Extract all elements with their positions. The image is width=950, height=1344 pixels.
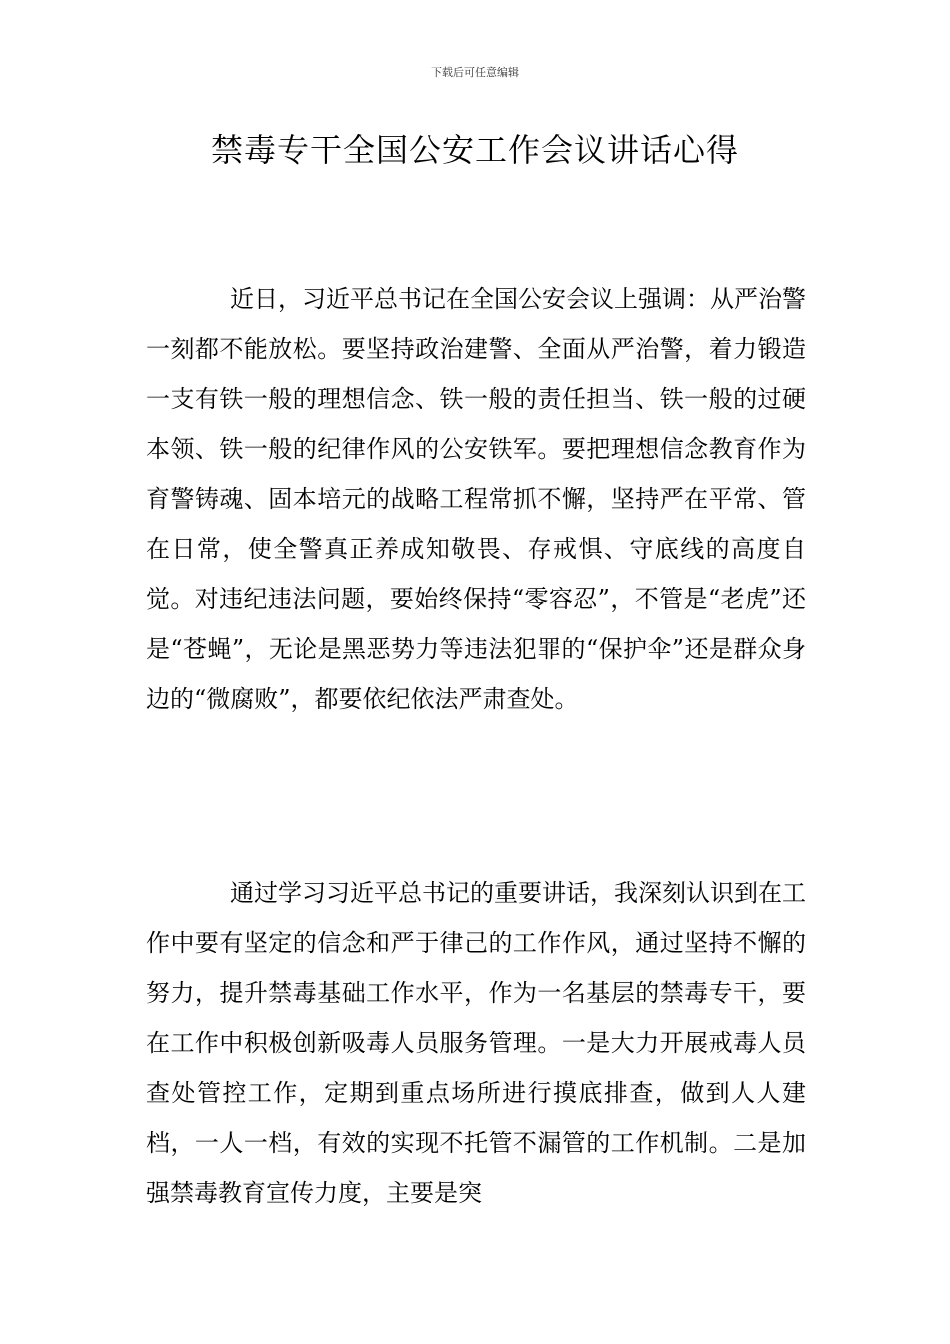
paragraph-2-text: 通过学习习近平总书记的重要讲话，我深刻认识到在工作中要有坚定的信念和严于律己的工作作风，通过坚持不懈的努力，提升禁毒基础工作水平，作为一名基层的禁毒专干，要在工作中积极创新吸毒人员服务管理。一是大力开展戒毒人员查处管控工作，定期到重点场所进行摸底排查，做到人人建档，一人一档，有效的实现不托管不漏管的工作机制。二是加强禁毒教育宣传力度，主要是突 — [146, 879, 806, 1207]
header-note: 下载后可任意编辑 — [431, 66, 519, 79]
paragraph-1 — [146, 274, 806, 724]
paragraph-2 — [146, 868, 806, 1218]
document-title: 禁毒专干全国公安工作会议讲话心得 — [210, 131, 739, 169]
paragraph-1-text: 近日，习近平总书记在全国公安会议上强调：从严治警一刻都不能放松。要坚持政治建警、全面从严治警，着力锻造一支有铁一般的理想信念、铁一般的责任担当、铁一般的过硬本领、铁一般的纪律作风的公安铁军。要把理想信念教育作为育警铸魂、固本培元的战略工程常抓不懈，坚持严在平常、管在日常，使全警真正养成知敬畏、存戒惧、守底线的高度自觉。对违纪违法问题，要始终保持“零容忍”，不管是“老虎”还是“苍蝇”，无论是黑恶势力等违法犯罪的“保护伞”还是群众身边的“微腐败”，都要依纪依法严肃查处。 — [146, 285, 806, 713]
